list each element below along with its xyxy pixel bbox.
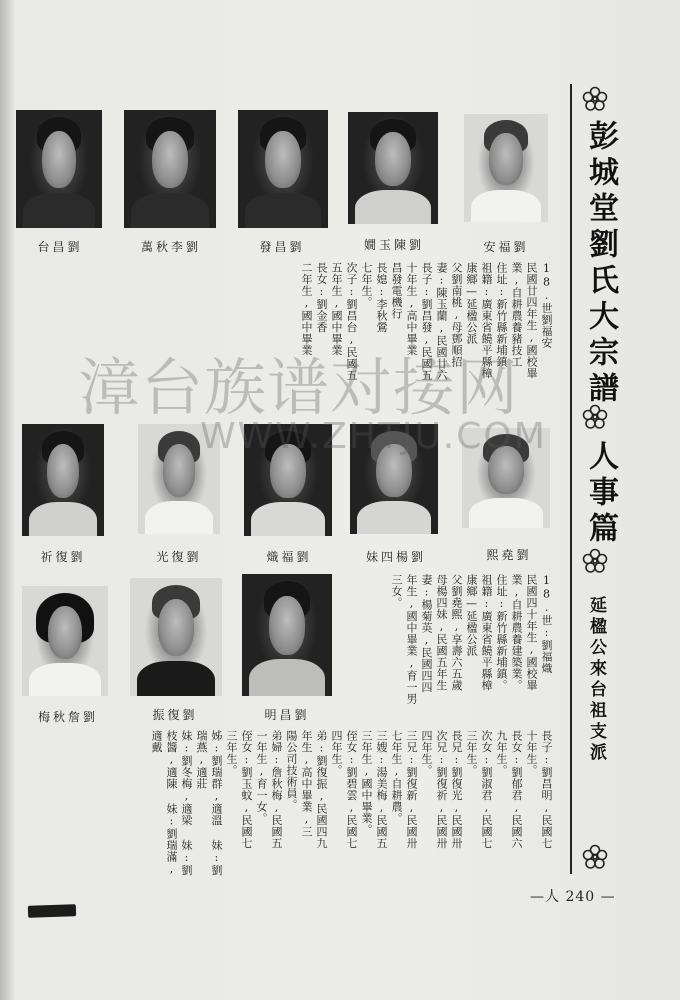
portrait-photo [124,110,216,228]
portrait-photo [16,110,102,228]
caption-3-2: 振復劉 [152,708,198,722]
scan-mark [28,904,76,918]
flower-ornament-icon [582,86,608,112]
caption-1-4: 嫺玉陳劉 [363,238,424,252]
caption-1-3: 發昌劉 [259,240,305,254]
watermark-url: WWW.ZHTJU.COM [200,416,547,457]
portrait-photo [238,110,328,228]
title-rule [570,84,572,874]
binding-shadow [0,0,14,1000]
caption-2-4: 妹四楊劉 [365,550,426,564]
caption-2-3: 熾福劉 [266,550,312,564]
watermark-chinese: 漳台族谱对接网 [78,351,520,424]
caption-3-3: 明昌劉 [264,708,310,722]
branch-subtitle: 延楹公來台祖支派 [586,596,606,764]
portrait-photo [22,586,108,696]
page-number: —人 240 — [530,889,616,905]
portrait-photo [464,114,548,222]
portrait-photo [348,112,438,224]
section-title: 人事篇 [583,440,618,548]
portrait-photo [242,574,332,696]
caption-1-1: 台昌劉 [37,240,83,254]
portrait-photo [22,424,104,536]
caption-1-2: 萬秋李劉 [140,240,201,254]
flower-ornament-icon [582,548,608,574]
text-block-1: 18.世劉福安 民國廿四年生,國校畢 業,自耕農養豬技工 住址:新竹縣新埔鎮 祖籍:廣東省饒平縣樟 康鄉—延楹公派 父劉南桃,母鄧順招 妻:陳玉蘭,民國廿六 長子:劉昌發,民國五 十年生,高中畢業 昌發電機行 長媳:李秋鶯 七年生。 次子:劉昌台,民國五 五年生,國中畢業 長女:劉金香 二年生,國中畢業 [300,262,553,381]
portrait-photo [130,578,222,696]
caption-2-2: 光復劉 [156,550,202,564]
caption-1-5: 安福劉 [483,240,529,254]
caption-2-1: 祈復劉 [40,550,86,564]
caption-3-1: 梅秋詹劉 [37,710,98,724]
flower-ornament-icon [582,844,608,870]
flower-ornament-icon [582,404,608,430]
clan-title: 彭城堂劉氏大宗譜 [583,120,618,408]
caption-2-5: 熙堯劉 [486,548,532,562]
text-block-3: 長子:劉昌明,民國七 十年生。 長女:劉郁君,民國六 九年生。 次女:劉淑君,民國七 三年生。 長兄:劉復光,民國卅 次兄:劉復祈,民國卅 四年生。 三兄:劉復新,民國卅 七年生,自耕農。 三嫂:湯美梅,民國五 三年生,國中畢業。 侄女:劉碧雲,民國七 四年生。 弟:劉復振,民國四九 年生,高中畢業,三 陽公司技術員。 弟婦:詹秋梅,民國五 一年生,育一女。 侄女:劉玉蚊,民國七 三年生。 姊:劉瑞群,適溫 妹:劉瑞燕,適莊 妹:劉冬梅,適梁 妹:劉枝醬,適陳 妹:劉瑞滿,適戴 [150,730,553,876]
text-block-2: 18.世:劉福熾 民國四十年生,國校畢 業,自耕農養建築業。 住址:新竹縣新埔鎮。 祖籍:廣東省饒平縣樟 康鄉—延楹公派 父劉堯熙,享壽六五歲 母楊四妹,民國五年生 妻:楊菊英,民國四四 年生,國中畢業,育一男三女。 [390,574,553,705]
